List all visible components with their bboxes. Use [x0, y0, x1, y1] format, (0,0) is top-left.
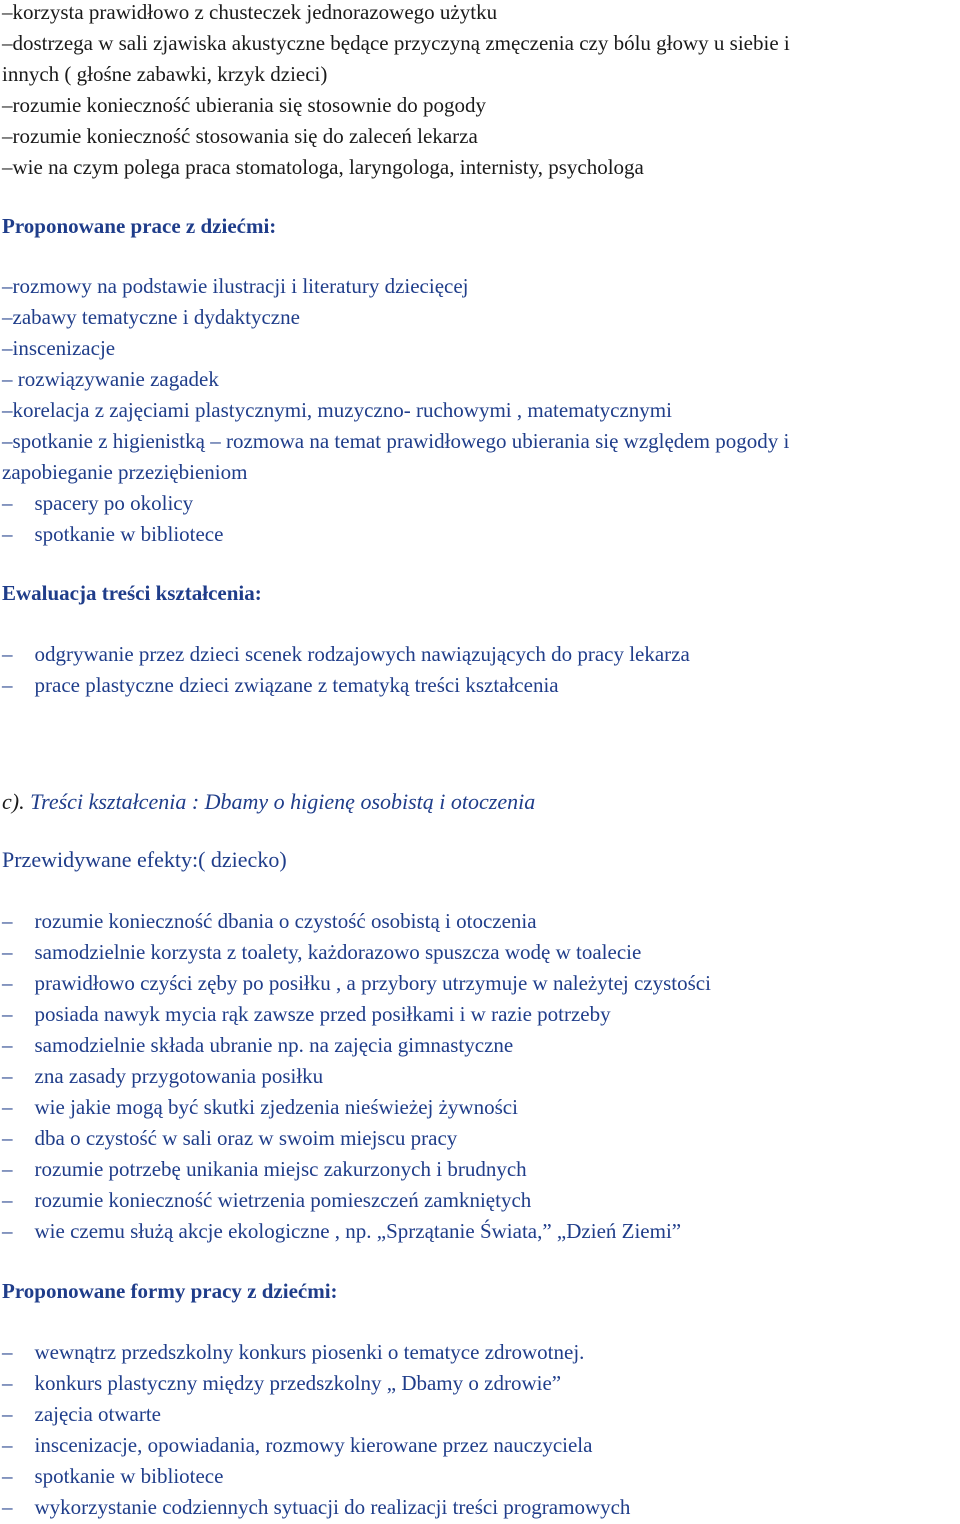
- dash-icon: –: [2, 429, 13, 453]
- effects-item: – rozumie potrzebę unikania miejsc zakurzonych i brudnych: [2, 1157, 527, 1181]
- effects-item: – posiada nawyk mycia rąk zawsze przed posiłkami i w razie potrzeby: [2, 1002, 611, 1026]
- dash-icon: –: [2, 971, 13, 995]
- dash-icon: –: [2, 1340, 13, 1364]
- dash-icon: –: [2, 1371, 13, 1395]
- forms-heading: Proponowane formy pracy z dziećmi:: [2, 1279, 338, 1303]
- proposed-item: –korelacja z zajęciami plastycznymi, muzyczno- ruchowymi , matematycznymi: [2, 398, 672, 422]
- dash-icon: –: [2, 336, 13, 360]
- intro-item-continuation: innych ( głośne zabawki, krzyk dzieci): [2, 62, 328, 86]
- forms-item: – konkurs plastyczny między przedszkolny „ Dbamy o zdrowie”: [2, 1371, 562, 1395]
- effects-item: – wie czemu służą akcje ekologiczne , np. „Sprzątanie Świata,” „Dzień Ziemi”: [2, 1219, 682, 1243]
- effects-item: – samodzielnie składa ubranie np. na zajęcia gimnastyczne: [2, 1033, 514, 1057]
- dash-icon: –: [2, 1433, 13, 1457]
- dash-icon: –: [210, 429, 221, 453]
- effects-item: – prawidłowo czyści zęby po posiłku , a przybory utrzymuje w należytej czystości: [2, 971, 711, 995]
- effects-item: – dba o czystość w sali oraz w swoim miejscu pracy: [2, 1126, 458, 1150]
- evaluation-heading: Ewaluacja treści kształcenia:: [2, 581, 262, 605]
- dash-icon: –: [2, 1157, 13, 1181]
- proposed-item-continuation: zapobieganie przeziębieniom: [2, 460, 248, 484]
- effects-item: – wie jakie mogą być skutki zjedzenia nieświeżej żywności: [2, 1095, 518, 1119]
- intro-item: –korzysta prawidłowo z chusteczek jednorazowego użytku: [2, 0, 498, 24]
- evaluation-item: – prace plastyczne dzieci związane z tematyką treści kształcenia: [2, 673, 559, 697]
- dash-icon: –: [2, 1002, 13, 1026]
- dash-icon: –: [2, 398, 13, 422]
- dash-icon: –: [2, 1219, 13, 1243]
- dash-icon: –: [2, 155, 13, 179]
- dash-icon: –: [2, 940, 13, 964]
- forms-item: – wewnątrz przedszkolny konkurs piosenki o tematyce zdrowotnej.: [2, 1340, 585, 1364]
- dash-icon: –: [2, 1064, 13, 1088]
- intro-item: –wie na czym polega praca stomatologa, laryngologa, internisty, psychologa: [2, 155, 644, 179]
- dash-icon: –: [2, 305, 13, 329]
- dash-icon: –: [2, 673, 13, 697]
- dash-icon: –: [2, 1126, 13, 1150]
- proposed-heading: Proponowane prace z dziećmi:: [2, 214, 277, 238]
- dash-icon: –: [2, 0, 13, 24]
- dash-icon: –: [2, 31, 13, 55]
- dash-icon: –: [2, 367, 13, 391]
- section-c-title: c). Treści kształcenia : Dbamy o higienę osobistą i otoczenia: [2, 789, 536, 814]
- proposed-item: – spacery po okolicy: [2, 491, 194, 515]
- dash-icon: –: [2, 1033, 13, 1057]
- forms-item: – spotkanie w bibliotece: [2, 1464, 224, 1488]
- intro-item: –dostrzega w sali zjawiska akustyczne będące przyczyną zmęczenia czy bólu głowy u siebie i: [2, 31, 790, 55]
- dash-icon: –: [2, 642, 13, 666]
- forms-item: – wykorzystanie codziennych sytuacji do realizacji treści programowych: [2, 1495, 631, 1519]
- proposed-item: –zabawy tematyczne i dydaktyczne: [2, 305, 300, 329]
- dash-icon: –: [2, 1095, 13, 1119]
- effects-item: – samodzielnie korzysta z toalety, każdorazowo spuszcza wodę w toalecie: [2, 940, 642, 964]
- evaluation-item: – odgrywanie przez dzieci scenek rodzajowych nawiązujących do pracy lekarza: [2, 642, 690, 666]
- dash-icon: –: [2, 522, 13, 546]
- effects-heading: Przewidywane efekty:( dziecko): [2, 847, 287, 872]
- intro-item: –rozumie konieczność stosowania się do zaleceń lekarza: [2, 124, 478, 148]
- proposed-item: – spotkanie w bibliotece: [2, 522, 224, 546]
- proposed-item: –rozmowy na podstawie ilustracji i literatury dziecięcej: [2, 274, 469, 298]
- proposed-item: – rozwiązywanie zagadek: [2, 367, 219, 391]
- effects-item: – rozumie konieczność wietrzenia pomieszczeń zamkniętych: [2, 1188, 532, 1212]
- effects-item: – rozumie konieczność dbania o czystość osobistą i otoczenia: [2, 909, 537, 933]
- dash-icon: –: [2, 1495, 13, 1519]
- dash-icon: –: [2, 909, 13, 933]
- forms-item: – inscenizacje, opowiadania, rozmowy kierowane przez nauczyciela: [2, 1433, 593, 1457]
- dash-icon: –: [2, 93, 13, 117]
- dash-icon: –: [2, 124, 13, 148]
- forms-item: – zajęcia otwarte: [2, 1402, 161, 1426]
- dash-icon: –: [2, 1402, 13, 1426]
- dash-icon: –: [2, 1188, 13, 1212]
- dash-icon: –: [2, 1464, 13, 1488]
- dash-icon: –: [2, 274, 13, 298]
- intro-item: –rozumie konieczność ubierania się stosownie do pogody: [2, 93, 487, 117]
- effects-item: – zna zasady przygotowania posiłku: [2, 1064, 324, 1088]
- dash-icon: –: [2, 491, 13, 515]
- proposed-item: –spotkanie z higienistką – rozmowa na temat prawidłowego ubierania się względem pogody i: [2, 429, 790, 453]
- proposed-item: –inscenizacje: [2, 336, 116, 360]
